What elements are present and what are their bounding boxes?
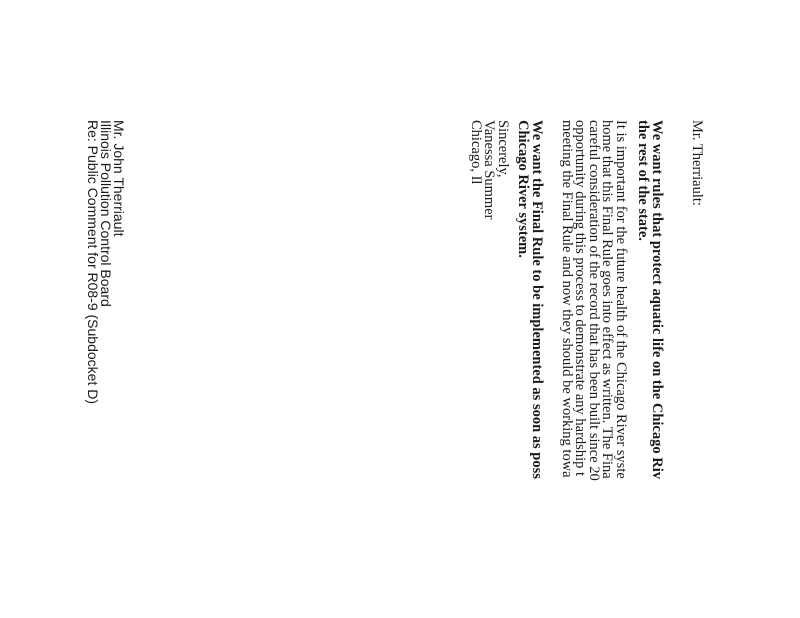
paragraph-line: careful consideration of the record that has been built since 20 — [586, 120, 602, 481]
salutation-text: Mr. Therriault: — [689, 120, 705, 206]
paragraph-line: home that this Final Rule goes into effect as written. The Fina — [599, 120, 616, 479]
signoff — [469, 120, 510, 219]
paragraph-line: We want the Final Rule to be implemented as soon as poss — [529, 120, 545, 479]
paragraph-line: the rest of the state. — [635, 120, 652, 241]
recipient-name: Mr. John Therriault — [111, 120, 127, 237]
subject-line: Re: Public Comment for R08-9 (Subdocket D) — [85, 120, 101, 404]
signoff-name: Vanessa Summer — [481, 120, 498, 220]
recipient-address — [86, 120, 125, 404]
paragraph-implement-soon — [516, 120, 543, 479]
salutation — [690, 120, 704, 206]
paragraph-line: We want rules that protect aquatic life on the Chicago Riv — [649, 120, 665, 479]
paragraph-final-rule-importance — [560, 120, 628, 481]
signoff-location: Chicago, Il — [468, 120, 484, 185]
paragraph-aquatic-life — [636, 120, 663, 479]
paragraph-line: Chicago River system. — [515, 120, 532, 258]
recipient-organization: Illinois Pollution Control Board — [98, 120, 114, 307]
paragraph-line: meeting the Final Rule and now they should be working towa — [559, 120, 575, 478]
signoff-closing: Sincerely, — [495, 120, 511, 178]
paragraph-line: opportunity during this process to demonstrate any hardship t — [572, 120, 589, 477]
paragraph-line: It is important for the future health of the Chicago River syste — [613, 120, 629, 479]
